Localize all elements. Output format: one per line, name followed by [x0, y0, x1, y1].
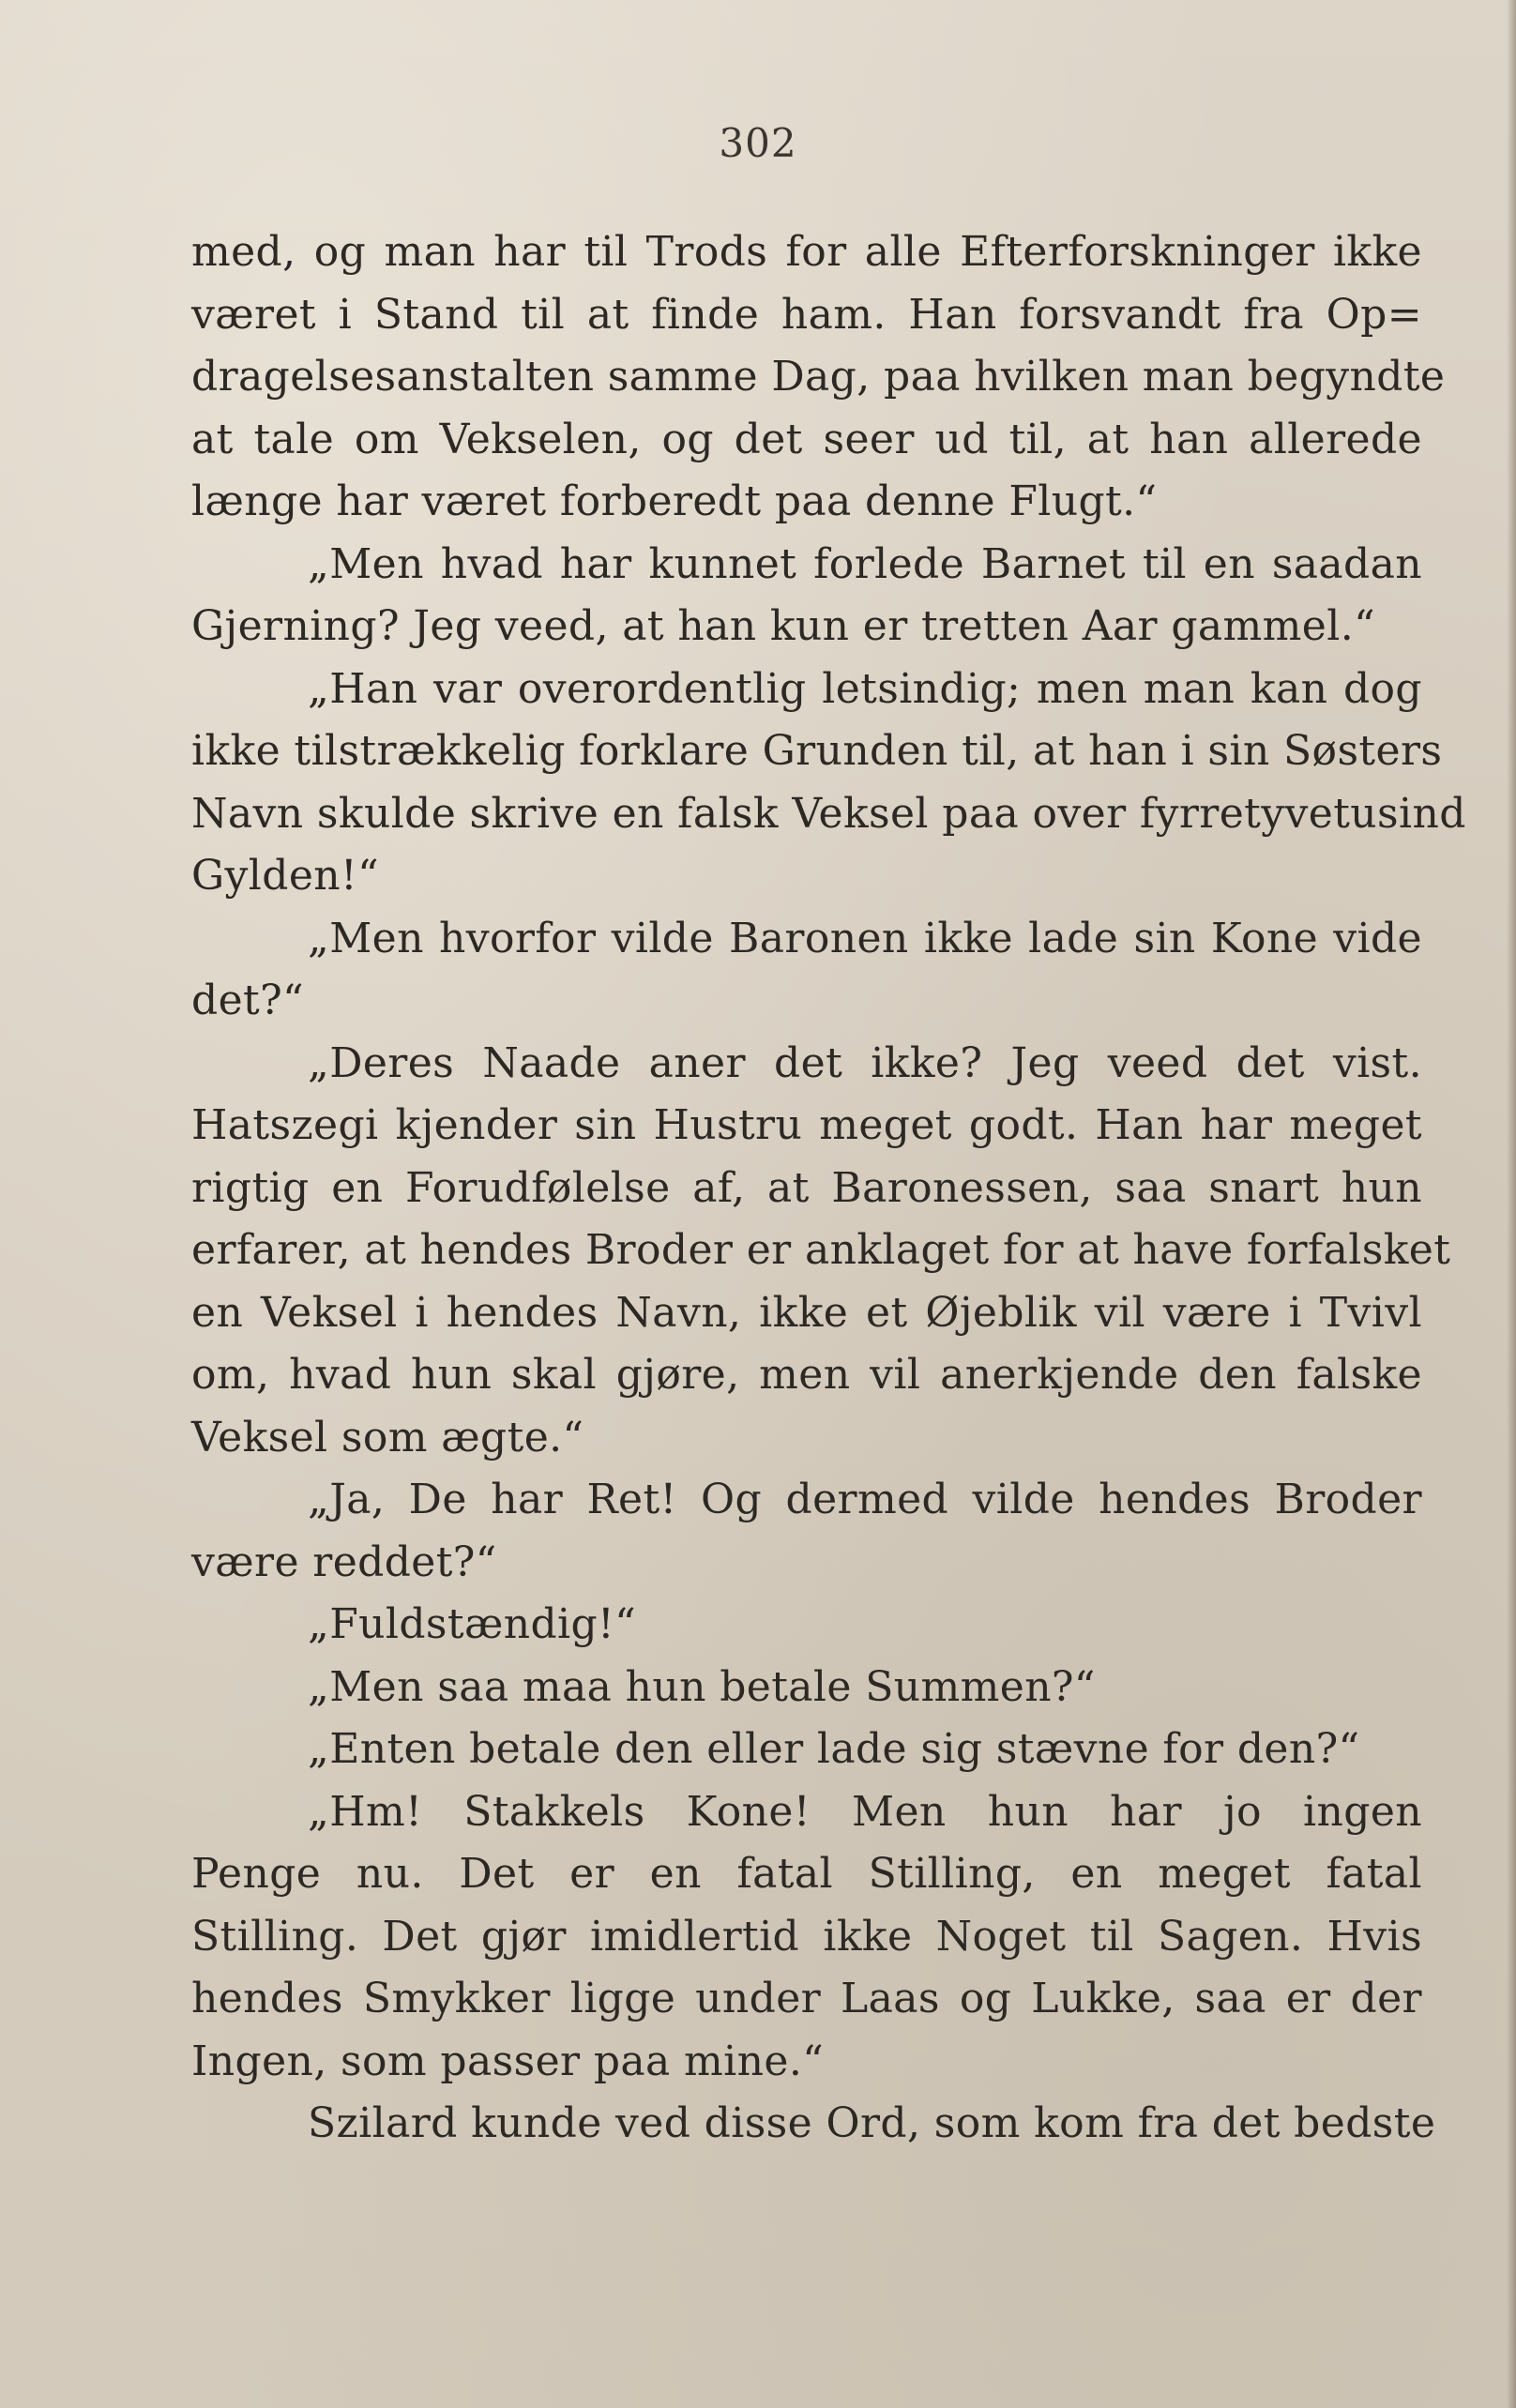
text-line: en Veksel i hendes Navn, ikke et Øjeblik vil være i Tvivl	[191, 1288, 1422, 1337]
text-line: Ingen, som passer paa mine.“	[191, 2037, 825, 2085]
text-line: længe har været forberedt paa denne Flugt.“	[191, 477, 1158, 525]
text-line: Gjerning? Jeg veed, at han kun er tretten Aar gammel.“	[191, 602, 1375, 650]
text-line: Veksel som ægte.“	[191, 1413, 584, 1461]
text-line: været i Stand til at finde ham. Han forsvandt fra Op=	[191, 290, 1422, 339]
text-line: „Men saa maa hun betale Summen?“	[308, 1662, 1096, 1711]
text-line: „Ja, De har Ret! Og dermed vilde hendes Broder	[308, 1476, 1422, 1523]
text-line: „Deres Naade aner det ikke? Jeg veed det vist.	[308, 1038, 1422, 1087]
page-edge-shadow	[1507, 0, 1516, 2408]
text-line: „Enten betale den eller lade sig stævne for den?“	[308, 1725, 1360, 1773]
text-line: at tale om Vekselen, og det seer ud til, at han allerede	[191, 415, 1422, 463]
text-line: om, hvad hun skal gjøre, men vil anerkjende den falske	[191, 1351, 1422, 1399]
text-line: „Fuldstændig!“	[308, 1600, 637, 1648]
text-line: Hatszegi kjender sin Hustru meget godt. Han har meget	[191, 1101, 1422, 1149]
text-line: „Men hvorfor vilde Baronen ikke lade sin Kone vide	[308, 914, 1422, 962]
text-line: „Han var overordentlig letsindig; men man kan dog	[308, 664, 1422, 713]
text-line: være reddet?“	[191, 1537, 497, 1586]
text-line: dragelsesanstalten samme Dag, paa hvilken man begyndte	[191, 353, 1446, 401]
text-line: erfarer, at hendes Broder er anklaget for at have forfalsket	[191, 1226, 1451, 1274]
text-line: „Hm! Stakkels Kone! Men hun har jo ingen	[308, 1787, 1422, 1836]
text-line: det?“	[191, 977, 304, 1024]
text-line: ikke tilstrækkelig forklare Grunden til, at han i sin Søsters	[191, 727, 1443, 775]
text-line: Penge nu. Det er en fatal Stilling, en meget fatal	[191, 1850, 1422, 1898]
text-line: Szilard kunde ved disse Ord, som kom fra det bedste	[308, 2099, 1436, 2147]
text-line: rigtig en Forudfølelse af, at Baronessen, saa snart hun	[191, 1163, 1422, 1212]
text-line: hendes Smykker ligge under Laas og Lukke, saa er der	[191, 1975, 1422, 2022]
body-text	[191, 221, 1466, 2156]
text-line: „Men hvad har kunnet forlede Barnet til en saadan	[308, 539, 1422, 588]
page-number: 302	[719, 120, 797, 166]
text-line: med, og man har til Trods for alle Efterforskninger ikke	[191, 228, 1422, 276]
text-line: Navn skulde skrive en falsk Veksel paa over fyrretyvetusind	[191, 789, 1466, 838]
text-line: Gylden!“	[191, 852, 379, 900]
text-line: Stilling. Det gjør imidlertid ikke Noget til Sagen. Hvis	[191, 1912, 1422, 1961]
